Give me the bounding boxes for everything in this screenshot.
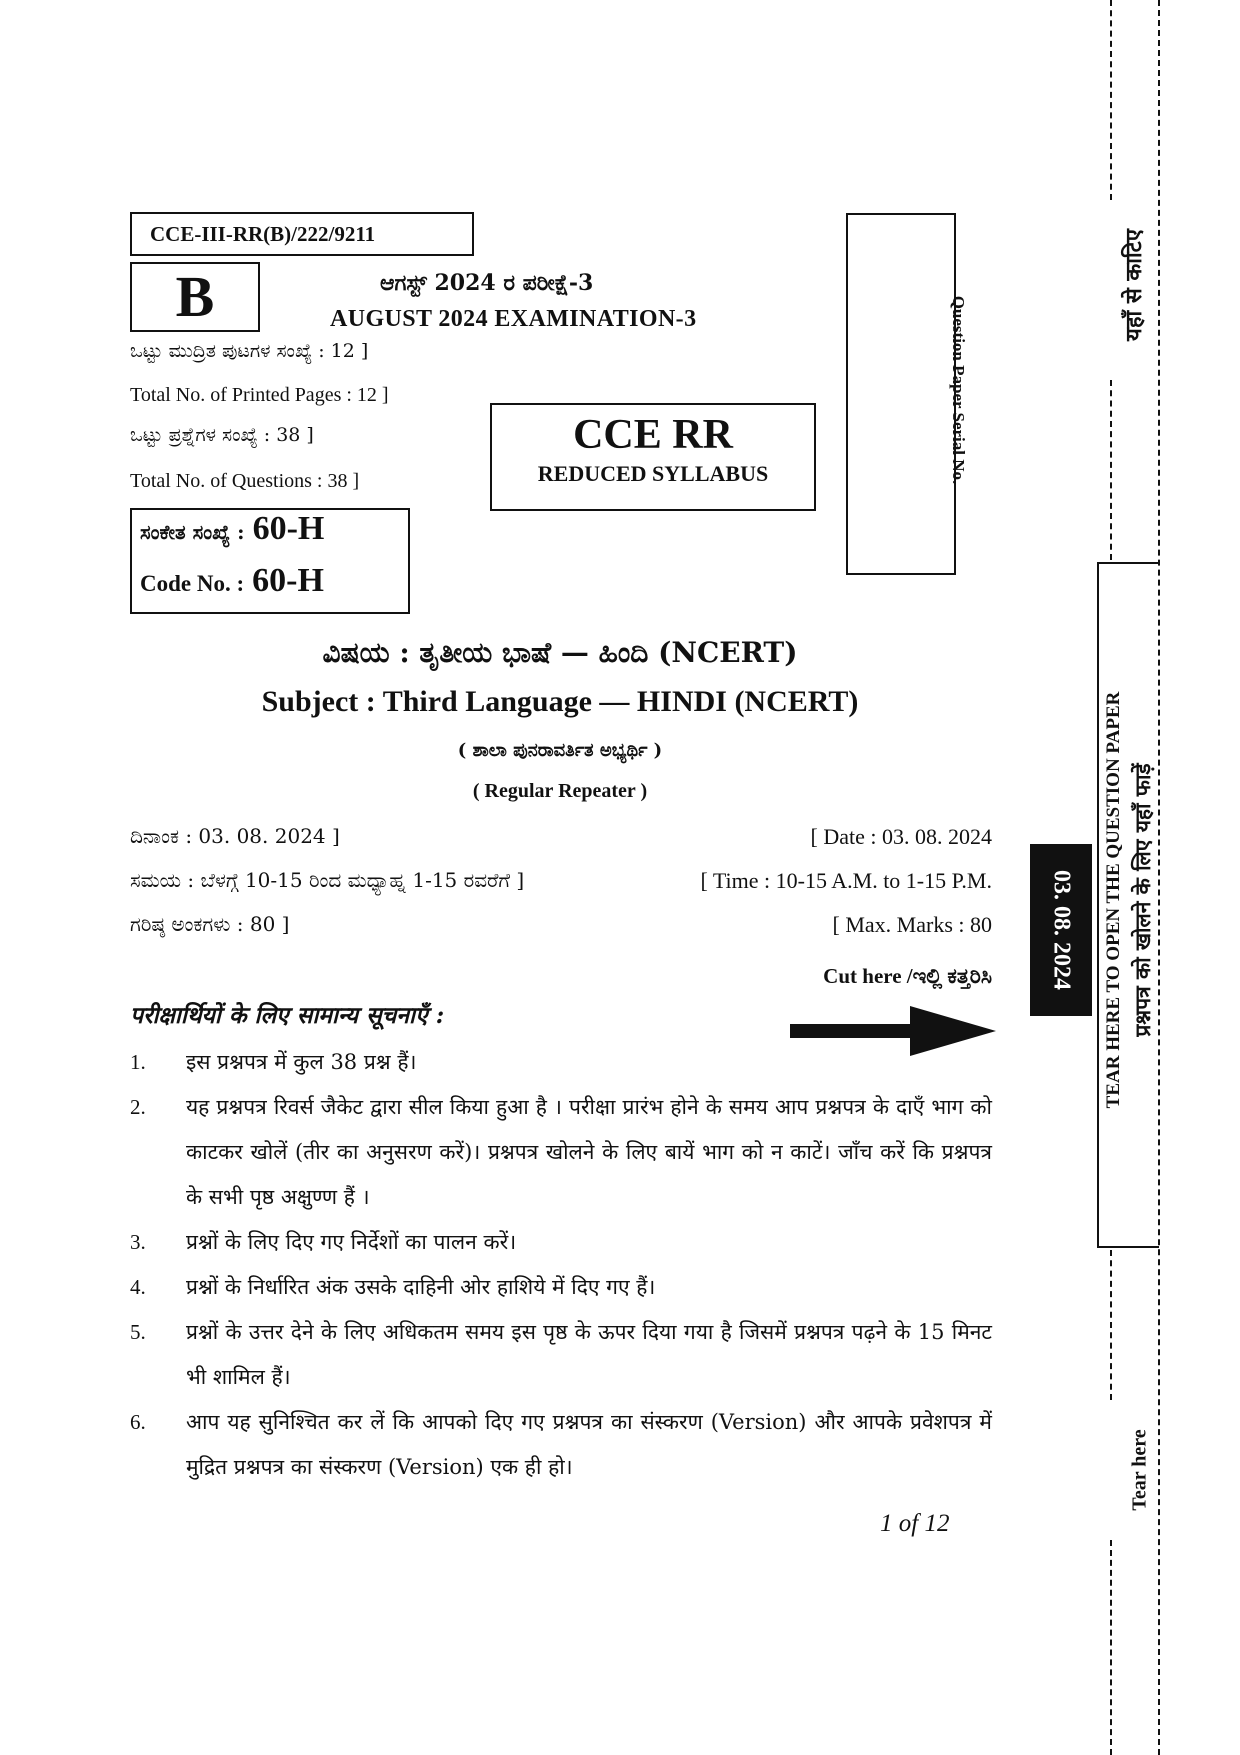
tear-here-label: Tear here: [1128, 1429, 1151, 1511]
perforation-segment: [1110, 1540, 1112, 1755]
perforation-segment: [1110, 1250, 1112, 1400]
code-value: 60-H: [252, 562, 324, 599]
exam-title-english: AUGUST 2024 EXAMINATION-3: [330, 306, 697, 332]
tear-instruction-english: TEAR HERE TO OPEN THE QUESTION PAPER: [1103, 691, 1124, 1109]
serial-number-label: Question Paper Serial No.: [949, 295, 968, 485]
syllabus-subtitle: REDUCED SYLLABUS: [537, 461, 769, 486]
instruction-number: 3.: [130, 1230, 146, 1254]
syllabus-box: [490, 403, 816, 511]
side-date-strip: [1030, 844, 1092, 1016]
instruction-text: प्रश्नों के निर्धारित अंक उसके दाहिनी ओर हाशिये में दिए गए हैं।: [186, 1275, 656, 1299]
questions-english: Total No. of Questions : 38 ]: [130, 470, 360, 492]
code-value: 60-H: [252, 510, 325, 547]
candidate-type-english: ( Regular Repeater ): [472, 780, 648, 802]
instruction-item: [130, 1220, 992, 1265]
perforation-segment: [1110, 0, 1112, 200]
cut-here-hindi: यहाँ से काटिए: [1121, 229, 1147, 341]
perforation-line: [1158, 0, 1160, 1755]
page-number: 1 of 12: [880, 1510, 950, 1537]
instruction-item: [130, 1310, 992, 1400]
instruction-text: आप यह सुनिश्चित कर लें कि आपको दिए गए प्रश्नपत्र का संस्करण (Version) और आपके प्रवेशपत्र में मुद्रित प्रश्नपत्र का संस्करण (Version) एक ही हो।: [186, 1410, 992, 1479]
marks-english: [ Max. Marks : 80: [832, 912, 992, 937]
instruction-item: [130, 1400, 992, 1490]
instruction-number: 6.: [130, 1410, 146, 1434]
instruction-item: [130, 1085, 992, 1220]
serial-number-box: [846, 213, 956, 575]
code-row-kannada: [140, 510, 408, 562]
version-letter: B: [175, 264, 215, 329]
instruction-text: प्रश्नों के लिए दिए गए निर्देशों का पालन करें।: [186, 1230, 517, 1254]
tear-instruction-hindi: प्रश्नपत्र को खोलने के लिए यहाँ फाड़ें: [1130, 763, 1155, 1037]
paper-code-box: [130, 212, 474, 256]
code-box: [130, 508, 410, 614]
time-row: [130, 868, 992, 894]
date-row: [130, 824, 992, 850]
instruction-item: [130, 1040, 992, 1085]
instruction-number: 5.: [130, 1320, 146, 1344]
questions-kannada: ಒಟ್ಟು ಪ್ರಶ್ನೆಗಳ ಸಂಖ್ಯೆ : 38 ]: [130, 424, 314, 446]
cut-here-label: Cut here /ಇಲ್ಲಿ ಕತ್ತರಿಸಿ: [823, 964, 992, 988]
code-label-english: Code No. :: [140, 571, 245, 596]
instruction-text: यह प्रश्नपत्र रिवर्स जैकेट द्वारा सील किया हुआ है । परीक्षा प्रारंभ होने के समय आप प्रश्नपत्र के दाएँ भाग को काटकर खोलें (तीर का अनुसरण करें)। प्रश्नपत्र खोलने के लिए बायें भाग को न काटें। जाँच करें कि प्रश्नपत्र के सभी पृष्ठ अक्षुण्ण हैं ।: [186, 1095, 992, 1209]
syllabus-title: CCE RR: [573, 412, 733, 458]
time-kannada: ಸಮಯ : ಬೆಳಗ್ಗೆ 10-15 ರಿಂದ ಮಧ್ಯಾಹ್ನ 1-15 ರವರೆಗೆ ]: [130, 868, 525, 892]
marks-kannada: ಗರಿಷ್ಠ ಅಂಕಗಳು : 80 ]: [130, 912, 290, 936]
printed-pages-english: Total No. of Printed Pages : 12 ]: [130, 384, 389, 406]
version-letter-box: [130, 262, 260, 332]
instruction-number: 4.: [130, 1275, 146, 1299]
instruction-number: 2.: [130, 1095, 146, 1119]
candidate-type-kannada: ( ಶಾಲಾ ಪುನರಾವರ್ತಿತ ಅಭ್ಯರ್ಥಿ ): [457, 740, 663, 761]
marks-row: [130, 912, 992, 938]
perforation-segment: [1110, 380, 1112, 560]
subject-kannada: ವಿಷಯ : ತೃತೀಯ ಭಾಷೆ — ಹಿಂದಿ (NCERT): [322, 636, 798, 669]
instruction-item: [130, 1265, 992, 1310]
instructions-heading: परीक्षार्थियों के लिए सामान्य सूचनाएँ :: [130, 1002, 445, 1029]
code-row-english: [140, 562, 408, 614]
instruction-text: इस प्रश्नपत्र में कुल 38 प्रश्न हैं।: [186, 1050, 417, 1074]
printed-pages-kannada: ಒಟ್ಟು ಮುದ್ರಿತ ಪುಟಗಳ ಸಂಖ್ಯೆ : 12 ]: [130, 340, 369, 362]
instructions-list: [130, 1040, 992, 1490]
paper-code: CCE-III-RR(B)/222/9211: [150, 222, 376, 246]
exam-title-kannada: ಆಗಸ್ಟ್ 2024 ರ ಪರೀಕ್ಷೆ-3: [380, 270, 594, 296]
date-kannada: ದಿನಾಂಕ : 03. 08. 2024 ]: [130, 824, 340, 848]
date-english: [ Date : 03. 08. 2024: [810, 824, 992, 849]
instruction-text: प्रश्नों के उत्तर देने के लिए अधिकतम समय इस पृष्ठ के ऊपर दिया गया है जिसमें प्रश्नपत्र पढ़ने के 15 मिनट भी शामिल हैं।: [186, 1320, 992, 1389]
time-english: [ Time : 10-15 A.M. to 1-15 P.M.: [700, 868, 992, 893]
instruction-number: 1.: [130, 1050, 146, 1074]
code-label-kannada: ಸಂಕೇತ ಸಂಖ್ಯೆ :: [140, 520, 245, 544]
side-date: 03. 08. 2024: [1048, 870, 1075, 990]
subject-english: Subject : Third Language — HINDI (NCERT): [261, 685, 859, 718]
